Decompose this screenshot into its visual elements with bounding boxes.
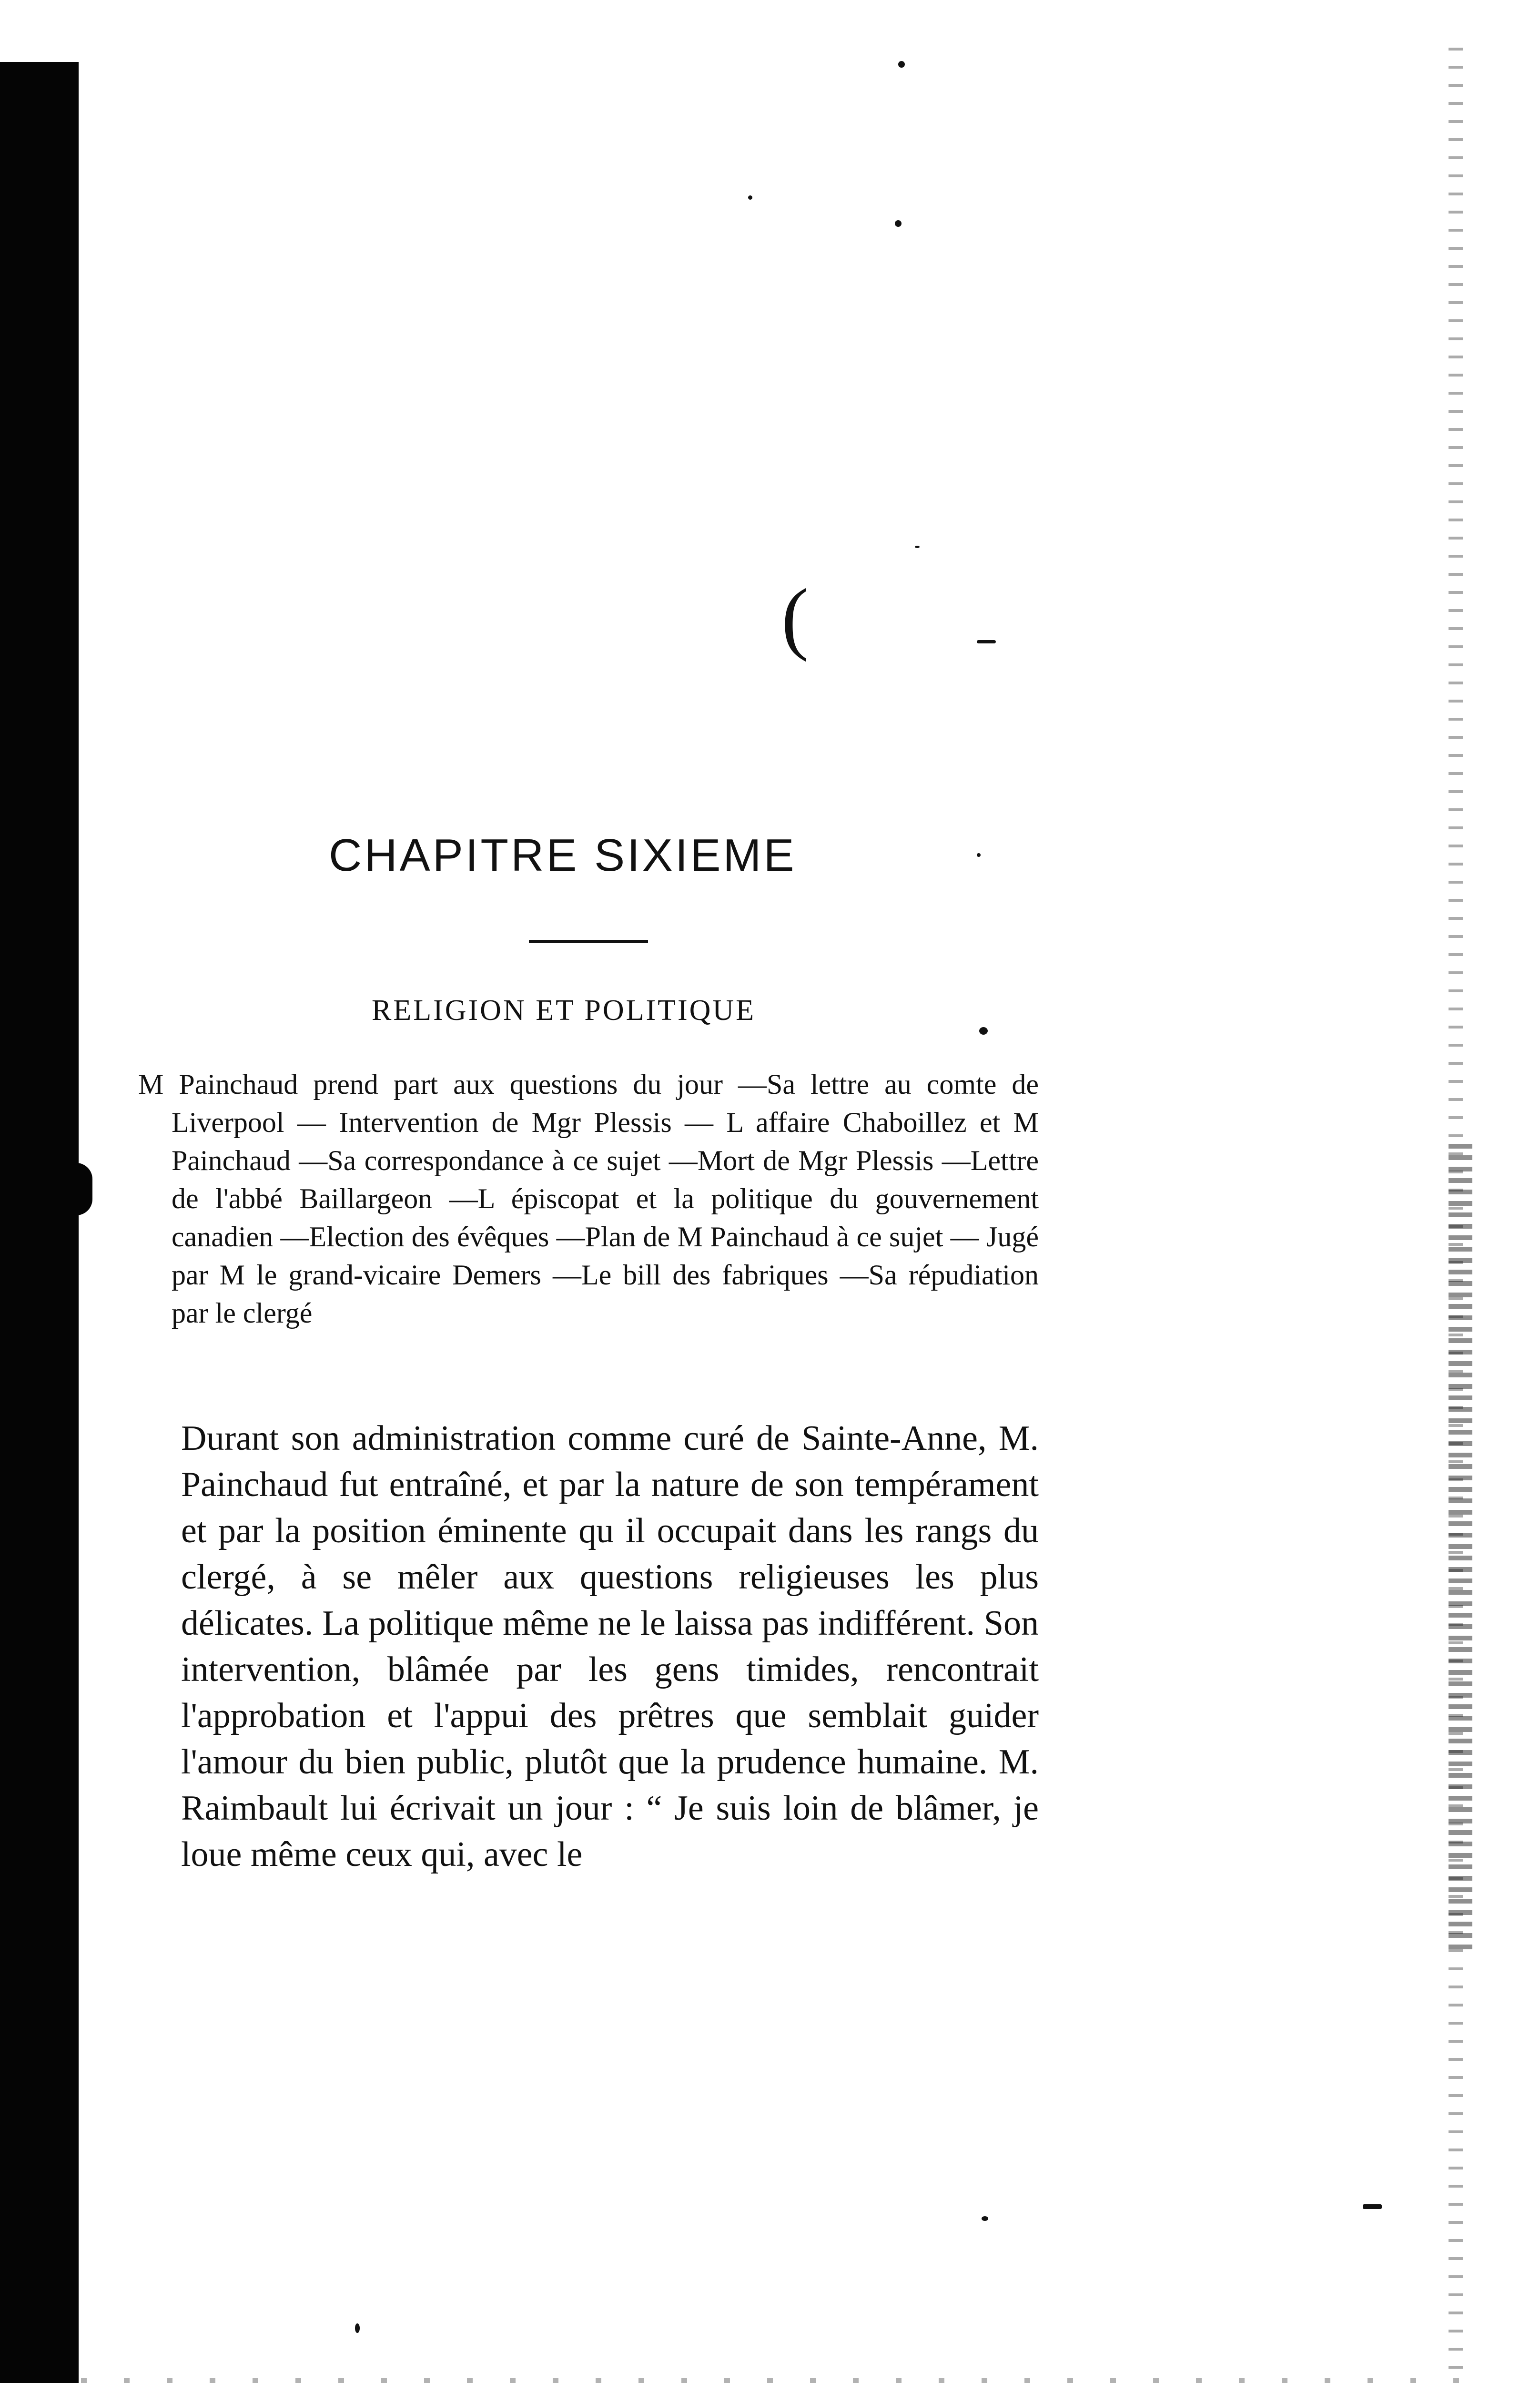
scan-speck (895, 220, 902, 227)
chapter-summary: M Painchaud prend part aux questions du jour —Sa lettre au comte de Liverpool — Intervention de Mgr Plessis — L affaire Chaboillez et M Painchaud —Sa correspondance à ce sujet —Mort de Mgr Plessis —Lettre de l'abbé Baillargeon —L épiscopat et la politique du gouvernement canadien —Election des évêques —Plan de M Painchaud à ce sujet — Jugé par M le grand-vicaire Demers —Le bill des fabriques —Sa répudiation par le clergé (138, 1069, 1039, 1329)
scan-speck (982, 2216, 988, 2221)
scan-speck (915, 546, 920, 548)
body-paragraph: Durant son administration comme curé de Sainte-Anne, M. Painchaud fut entraîné, et par la nature de son tempérament et par la position éminente qu il occupait dans les rangs du clergé, à se mêler aux questions religieuses les plus délicates. La politique même ne le laissa pas indifférent. Son intervention, blâmée par les gens timides, rencontrait l'approbation et l'appui des prêtres que semblait guider l'amour du bien public, plutôt que la prudence humaine. M. Raimbault lui écrivait un jour : “ Je suis loin de blâmer, je loue même ceux qui, avec le (181, 1419, 1039, 1874)
scan-speck (979, 1027, 988, 1035)
scan-speck (1363, 2204, 1382, 2209)
scan-speck (977, 853, 981, 857)
right-edge-noise-dense (1449, 1144, 1472, 1954)
page-binding-shadow (0, 62, 79, 2383)
scan-speck (355, 2323, 360, 2333)
scan-artifact-bracket: ( (781, 572, 809, 662)
title-rule (529, 940, 648, 943)
bottom-edge-noise (81, 2378, 1463, 2383)
scan-speck (898, 61, 905, 68)
chapter-title: CHAPITRE SIXIEME (329, 830, 797, 881)
scan-speck (748, 195, 752, 200)
binding-notch (76, 1163, 92, 1215)
section-title: RELIGION ET POLITIQUE (372, 994, 756, 1027)
scan-speck (977, 640, 996, 643)
